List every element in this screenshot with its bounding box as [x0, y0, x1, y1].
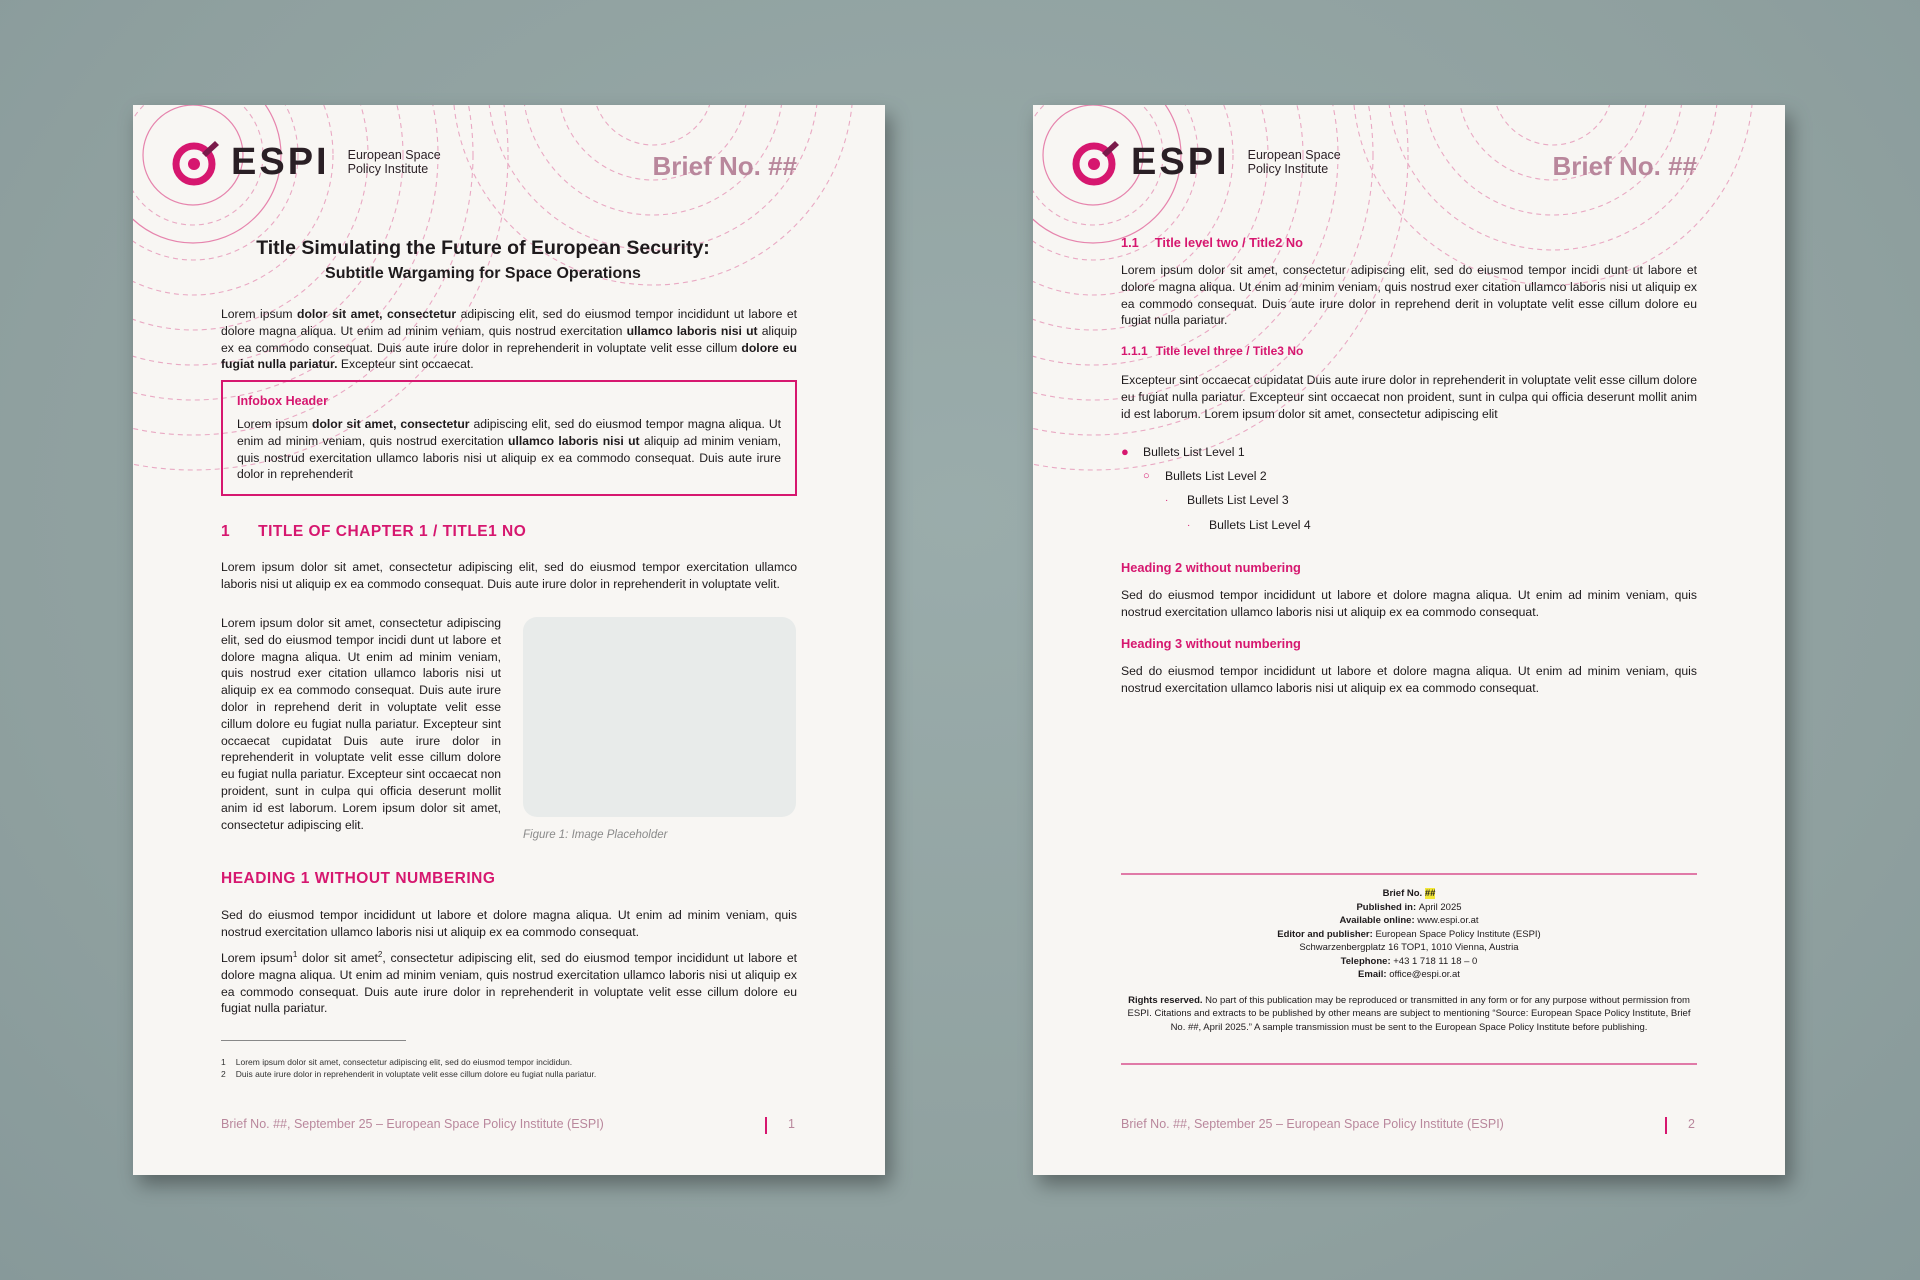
fn-para-text: , consectetur adipiscing elit, sed do eiusmod tempor incididunt ut labore et dolore magna aliqua. Ut enim ad minim veniam, quis nostrud exercitation ullamco laboris nisi ut aliquip ex ea commodo consequat. Duis aute irure dolor in reprehenderit in voluptate velit esse cillum dolore eu fugiat nulla pariatur.	[221, 951, 797, 1016]
chapter-paragraph: Lorem ipsum dolor sit amet, consectetur adipiscing elit, sed do eiusmod tempor exercitation ullamco laboris nisi ut aliquip ex ea commodo consequat. Duis aute irure dolor in reprehenderit in voluptate velit.	[221, 560, 797, 591]
colophon-email-link[interactable]: office@espi.or.at	[1389, 969, 1460, 980]
heading-number: 1.1.1	[1121, 344, 1148, 358]
figure-caption: Figure 1: Image Placeholder	[523, 829, 668, 841]
bullet-level-4	[1187, 518, 1311, 532]
espi-logo-mark-icon	[169, 135, 223, 189]
logo-subtitle	[348, 148, 441, 176]
logo-subtitle-line1: European Space	[1247, 148, 1341, 162]
infobox-text: Lorem ipsum	[237, 417, 312, 431]
colophon-bottom-rule	[1121, 1063, 1697, 1065]
colophon-rights	[1121, 994, 1697, 1035]
logo-wordmark: ESPI	[1131, 140, 1230, 183]
colophon-label: Telephone:	[1340, 955, 1394, 967]
bullet-text: Bullets List Level 1	[1143, 444, 1245, 459]
bullet-small-dot-icon: ·	[1187, 519, 1191, 531]
document-page-1	[133, 105, 885, 1175]
footnote-2	[221, 1068, 596, 1080]
colophon-email	[1121, 968, 1697, 982]
chapter-heading	[221, 523, 526, 541]
bullet-level-3	[1165, 493, 1289, 507]
footnote-text: Duis aute irure dolor in reprehenderit in voluptate velit esse cillum dolore eu fugiat nulla pariatur.	[235, 1069, 597, 1079]
footnote-text: Lorem ipsum dolor sit amet, consectetur adipiscing elit, sed do eiusmod tempor incididun.	[235, 1057, 573, 1067]
footnote-number: 1	[221, 1057, 226, 1067]
level-two-paragraph: Lorem ipsum dolor sit amet, consectetur adipiscing elit, sed do eiusmod tempor incidi dunt ut labore et dolore magna aliqua. Ut enim ad minim veniam, quis nostrud exer citation ullamco laboris nisi ut aliquip ex ea commodo consequat. Duis aute irure dolor in reprehend derit in voluptate velit esse cillum dolore eu fugiat nulla pariatur.	[1121, 263, 1697, 328]
infobox-text: aliquip ad minim veniam, quis nostrud exercitation ullamco laboris nisi ut aliquip ex ea commodo consequat. Duis aute irure dolor in reprehenderit	[237, 433, 781, 482]
colophon-brief	[1121, 887, 1697, 901]
footer-divider	[765, 1117, 767, 1134]
fn-para-text: Lorem ipsum	[221, 951, 293, 966]
footnoted-paragraph	[221, 947, 797, 1017]
colophon-website-link[interactable]: www.espi.or.at	[1417, 915, 1479, 926]
logo-subtitle-line1: European Space	[347, 148, 441, 162]
heading-title: Title level three / Title3 No	[1155, 344, 1304, 358]
page-footer: Brief No. ##, September 25 – European Space Policy Institute (ESPI)	[221, 1117, 604, 1131]
chapter-title: TITLE OF CHAPTER 1 / TITLE1 NO	[258, 523, 527, 540]
footnote-1	[221, 1056, 572, 1068]
bullet-text: Bullets List Level 3	[1187, 493, 1289, 507]
intro-bold: dolor sit amet, consectetur	[297, 307, 457, 321]
heading3-paragraph: Sed do eiusmod tempor incididunt ut labore et dolore magna aliqua. Ut enim ad minim veniam, quis nostrud exercitation ullamco laboris nisi ut aliquip ex ea commodo consequat.	[1121, 664, 1697, 695]
colophon-online	[1121, 914, 1697, 928]
title-level-two	[1121, 235, 1303, 250]
logo-subtitle-line2: Policy Institute	[1247, 162, 1329, 176]
bullet-small-dot-icon: ·	[1165, 494, 1169, 506]
colophon-value: ##	[1424, 888, 1436, 899]
heading-2-unnumbered: Heading 2 without numbering	[1121, 560, 1301, 575]
colophon-label: Brief No.	[1382, 888, 1425, 899]
level-three-paragraph: Excepteur sint occaecat cupidatat Duis aute irure dolor in reprehenderit in voluptate velit esse cillum dolore eu fugiat nulla pariatur. Excepteur sint occaecat non proident, sunt in culpa qui officia deserunt mollit anim id est laborum. Lorem ipsum dolor sit amet, consectetur adipiscing elit	[1121, 373, 1697, 421]
colophon-value: +43 1 718 11 18 – 0	[1393, 955, 1478, 967]
heading-3-unnumbered: Heading 3 without numbering	[1121, 636, 1301, 651]
bullet-level-1	[1121, 444, 1245, 459]
chapter-number: 1	[221, 523, 231, 540]
intro-text: aliquip ex ea commodo consequat. Duis aute irure dolor in reprehenderit in voluptate velit esse cillum	[221, 323, 798, 355]
bullet-text: Bullets List Level 4	[1209, 518, 1311, 532]
colophon-editor	[1121, 928, 1697, 942]
title-level-three	[1121, 344, 1303, 358]
page-footer: Brief No. ##, September 25 – European Space Policy Institute (ESPI)	[1121, 1117, 1504, 1131]
colophon-label: Published in:	[1356, 901, 1419, 913]
heading2-paragraph: Sed do eiusmod tempor incididunt ut labore et dolore magna aliqua. Ut enim ad minim veniam, quis nostrud exercitation ullamco laboris nisi ut aliquip ex ea commodo consequat.	[1121, 588, 1697, 619]
logo-subtitle-line2: Policy Institute	[347, 162, 429, 176]
espi-logo-mark-icon	[1069, 135, 1123, 189]
footnote-ref-2[interactable]: 2	[377, 950, 383, 959]
image-placeholder	[523, 617, 796, 817]
infobox-bold: dolor sit amet, consectetur	[312, 417, 470, 431]
footer-divider	[1665, 1117, 1667, 1134]
colophon-published	[1121, 901, 1697, 915]
intro-text: Excepteur sint occaecat.	[337, 357, 474, 372]
logo-wordmark: ESPI	[231, 140, 330, 183]
colophon	[1121, 887, 1697, 1034]
fn-para-text: dolor sit amet	[297, 951, 378, 966]
heading-number: 1.1	[1121, 235, 1139, 250]
bullet-text: Bullets List Level 2	[1165, 469, 1267, 483]
espi-logo	[1069, 135, 1341, 189]
colophon-value: European Space Policy Institute (ESPI)	[1375, 928, 1541, 940]
bullet-dot-icon: ●	[1121, 444, 1129, 459]
footnote-number: 2	[221, 1069, 226, 1079]
page-number: 2	[1688, 1117, 1695, 1131]
column-paragraph: Lorem ipsum dolor sit amet, consectetur adipiscing elit, sed do eiusmod tempor incidi dunt ut labore et dolore magna aliqua. Ut enim ad minim veniam, quis nostrud exer citation ullamco laboris nisi ut aliquip ex ea commodo consequat. Duis aute irure dolor in reprehend derit in voluptate velit esse cillum dolore eu fugiat nulla pariatur. Excepteur sint occaecat cupidatat Duis aute irure dolor in reprehenderit in voluptate velit esse cillum dolore eu fugiat nulla pariatur. Excepteur sint occaecat non proident, sunt in culpa qui officia deserunt mollit anim id est laborum. Lorem ipsum dolor sit amet, consectetur adipiscing elit.	[221, 616, 501, 832]
colophon-address: Schwarzenbergplatz 16 TOP1, 1010 Vienna, Austria	[1299, 942, 1519, 953]
heading-1-unnumbered: HEADING 1 WITHOUT NUMBERING	[221, 870, 496, 887]
document-subtitle: Subtitle Wargaming for Space Operations	[325, 265, 641, 282]
footnote-ref-1[interactable]: 1	[292, 950, 298, 959]
brief-number: Brief No. ##	[652, 151, 797, 181]
colophon-label: Editor and publisher:	[1277, 928, 1376, 940]
document-page-2	[1033, 105, 1785, 1175]
infobox	[221, 380, 797, 496]
colophon-label: Rights reserved.	[1128, 994, 1203, 1006]
heading-title: Title level two / Title2 No	[1154, 235, 1303, 250]
colophon-value: April 2025	[1418, 901, 1462, 913]
intro-text: Lorem ipsum	[221, 307, 298, 321]
colophon-rights-text: No part of this publication may be reproduced or transmitted in any form or for any purpose without permission from ESPI. Citations and extracts to be published by other means are subject to mentioning “Source: European Space Policy Institute, Brief No. ##, April 2025.” A sample transmission must be sent to the European Space Policy Institute before publishing.	[1127, 994, 1691, 1033]
infobox-bold: ullamco laboris nisi ut	[508, 433, 640, 448]
infobox-body	[237, 416, 781, 483]
document-title: Title Simulating the Future of European Security:	[256, 237, 710, 259]
colophon-label: Available online:	[1339, 915, 1418, 926]
intro-text: adipiscing elit, sed do eiusmod tempor incididunt ut labore et dolore magna aliqua. Ut enim ad minim veniam, quis nostrud exercitation	[221, 307, 798, 338]
footnote-separator	[221, 1040, 406, 1041]
colophon-top-rule	[1121, 873, 1697, 875]
colophon-label: Email:	[1358, 969, 1390, 980]
bullet-level-2	[1143, 469, 1267, 483]
colophon-telephone	[1121, 955, 1697, 969]
intro-bold: ullamco laboris nisi ut	[626, 323, 758, 338]
infobox-header: Infobox Header	[237, 394, 328, 408]
infobox-text: adipiscing elit, sed do eiusmod tempor magna aliqua. Ut enim ad minim veniam, quis nostrud exercitation	[237, 417, 782, 448]
heading1-paragraph: Sed do eiusmod tempor incididunt ut labore et dolore magna aliqua. Ut enim ad minim veniam, quis nostrud exercitation ullamco laboris nisi ut aliquip ex ea commodo consequat.	[221, 908, 797, 939]
intro-paragraph	[221, 306, 797, 373]
intro-bold: dolore eu fugiat nulla pariatur.	[221, 340, 798, 372]
bullet-circle-icon: ○	[1143, 470, 1150, 482]
page-number: 1	[788, 1117, 795, 1131]
espi-logo	[169, 135, 441, 189]
brief-number: Brief No. ##	[1552, 151, 1697, 181]
logo-subtitle	[1248, 148, 1341, 176]
